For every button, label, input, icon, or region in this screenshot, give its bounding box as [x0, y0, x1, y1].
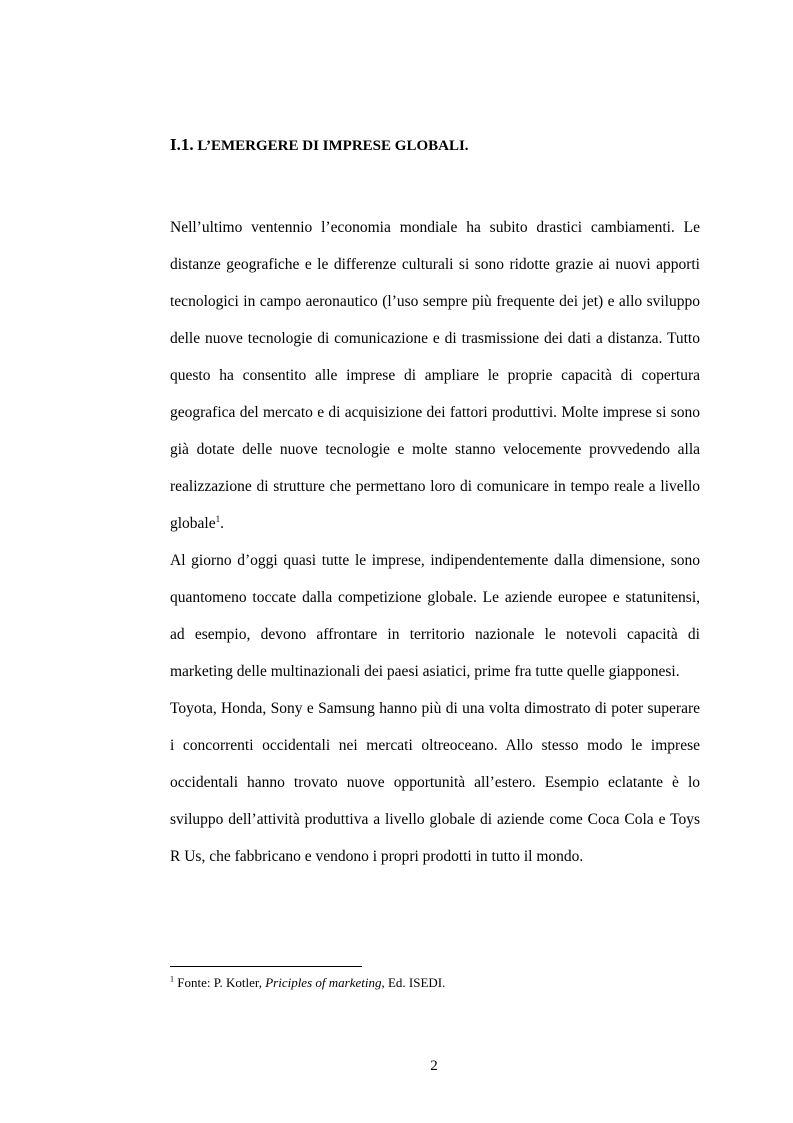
paragraph-1 [170, 209, 700, 542]
paragraph-1-text: Nell’ultimo ventennio l’economia mondiale ha subito drastici cambiamenti. Le distanze geografiche e le differenze culturali si sono ridotte grazie ai nuovi apporti tecnologici in campo aeronautico (l’uso sempre più frequente dei jet) e allo sviluppo delle nuove tecnologie di comunicazione e di trasmissione dei dati a distanza. Tutto questo ha consentito alle imprese di ampliare le proprie capacità di copertura geografica del mercato e di acquisizione dei fattori produttivi. Molte imprese si sono già dotate delle nuove tecnologie e molte stanno velocemente provvedendo alla realizzazione di strutture che permettano loro di comunicare in tempo reale a livello globale [170, 219, 700, 532]
footnote-book-title: Priciples of marketing [265, 975, 382, 990]
footnote-prefix: Fonte: P. Kotler, [174, 975, 266, 990]
paragraph-1-tail: . [220, 515, 224, 532]
page-number: 2 [430, 1058, 438, 1074]
footnote [170, 974, 700, 992]
footnote-reference[interactable]: 1 [215, 513, 221, 524]
footnote-separator [170, 966, 362, 967]
footnote-marker: 1 [170, 974, 174, 984]
section-number: I.1. [170, 135, 194, 154]
body-text [170, 209, 700, 875]
paragraph-2: Al giorno d’oggi quasi tutte le imprese, indipendentemente dalla dimensione, sono quantomeno toccate dalla competizione globale. Le aziende europee e statunitensi, ad esempio, devono affrontare in territorio nazionale le notevoli capacità di marketing delle multinazionali dei paesi asiatici, prime fra tutte quelle giapponesi. [170, 552, 700, 680]
paragraph-3: Toyota, Honda, Sony e Samsung hanno più di una volta dimostrato di poter superare i concorrenti occidentali nei mercati oltreoceano. Allo stesso modo le imprese occidentali hanno trovato nuove opportunità all’estero. Esempio eclatante è lo sviluppo dell’attività produttiva a livello globale di aziende come Coca Cola e Toys R Us, che fabbricano e vendono i propri prodotti in tutto il mondo. [170, 700, 700, 865]
section-title: L’EMERGERE DI IMPRESE GLOBALI. [197, 138, 469, 154]
section-heading [170, 135, 710, 156]
footnote-suffix: , Ed. ISEDI. [381, 975, 446, 990]
